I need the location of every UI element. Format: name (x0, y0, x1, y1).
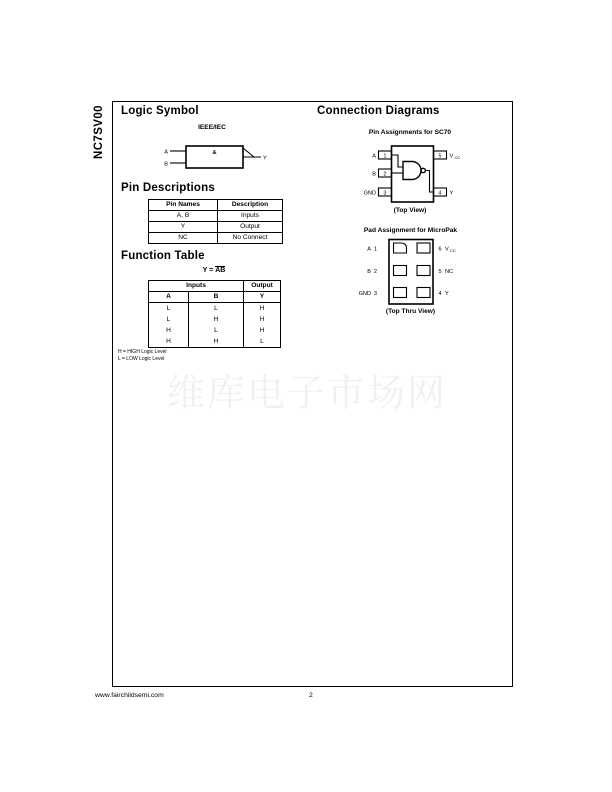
table-row (149, 222, 283, 233)
output-invert-wedge (243, 148, 254, 157)
connection-diagrams-heading: Connection Diagrams (317, 105, 440, 117)
pin4-number: 4 (438, 190, 442, 197)
cell: H (189, 314, 244, 325)
cell: L (244, 336, 281, 348)
note-high-level: H = HIGH Logic Level (118, 349, 167, 355)
pad1-a-label: A (367, 246, 371, 253)
pad1 (394, 243, 407, 253)
invert-bubble (421, 168, 425, 172)
col-header-b: B (189, 292, 244, 303)
table-header-row (149, 200, 283, 211)
pad6-vcc-subscript: CC (450, 248, 456, 253)
footer-url: www.fairchildsemi.com (95, 692, 164, 699)
pad5-nc-label: NC (445, 269, 454, 275)
pin-descriptions-table (148, 199, 283, 244)
pin5-vcc-label: V (449, 153, 454, 160)
cell: H (149, 336, 189, 348)
sc70-title: Pin Assignments for SC70 (368, 129, 452, 136)
pin4-y-label: Y (449, 190, 454, 197)
pad6-number: 6 (438, 246, 442, 253)
col-header-pin-names: Pin Names (149, 200, 218, 211)
wire-gate-to-pin4 (425, 171, 433, 193)
function-equation (148, 266, 280, 275)
group-header-output: Output (244, 281, 281, 292)
micropak-caption: (Top Thru View) (385, 308, 436, 315)
note-low-level: L = LOW Logic Level (118, 356, 165, 362)
pad5 (417, 266, 430, 276)
equation-lhs: Y = (202, 267, 216, 274)
cell: L (189, 325, 244, 336)
package-outline (392, 146, 434, 202)
footer-page-number: 2 (309, 692, 313, 699)
pad5-number: 5 (438, 269, 442, 275)
pin2-number: 2 (383, 171, 387, 178)
group-header-inputs: Inputs (149, 281, 244, 292)
table-row (149, 303, 281, 315)
col-header-a: A (149, 292, 189, 303)
sc70-caption: (Top View) (393, 207, 427, 214)
watermark-text: 维库电子市场网 (167, 371, 448, 415)
table-row (149, 314, 281, 325)
and-symbol: & (212, 150, 217, 156)
pad3-number: 3 (373, 291, 377, 297)
ieee-iec-gate-diagram (158, 138, 273, 182)
cell-pin: Y (149, 222, 218, 233)
input-b-label: B (164, 161, 168, 168)
pin1-number: 1 (383, 153, 387, 160)
ieee-iec-label: IEEE/IEC (198, 124, 226, 131)
cell-desc: Output (218, 222, 283, 233)
cell: H (149, 325, 189, 336)
cell: L (149, 314, 189, 325)
pad4-number: 4 (438, 291, 442, 297)
column-header-row (149, 292, 281, 303)
pad2-b-label: B (367, 269, 371, 275)
cell: L (189, 303, 244, 315)
micropak-title: Pad Assignment for MicroPak (363, 227, 458, 234)
pad6 (417, 243, 430, 253)
pad2 (394, 266, 407, 276)
pin1-a-label: A (372, 153, 376, 160)
cell: H (244, 314, 281, 325)
pin3-number: 3 (383, 190, 387, 197)
cell: H (244, 303, 281, 315)
micropak-pad-diagram (348, 236, 478, 308)
cell: L (149, 303, 189, 315)
pin5-number: 5 (438, 153, 442, 160)
cell-desc: No Connect (218, 233, 283, 244)
function-table-heading: Function Table (121, 250, 205, 262)
table-row (149, 211, 283, 222)
logic-symbol-heading: Logic Symbol (121, 105, 199, 117)
pin5-vcc-subscript: CC (454, 155, 461, 160)
cell: H (189, 336, 244, 348)
package-outline (389, 240, 433, 305)
output-y-label: Y (263, 155, 267, 162)
table-row (149, 336, 281, 348)
cell-pin: NC (149, 233, 218, 244)
col-header-y: Y (244, 292, 281, 303)
pad2-number: 2 (373, 269, 377, 275)
cell: H (244, 325, 281, 336)
pad4 (417, 288, 430, 298)
cell-desc: Inputs (218, 211, 283, 222)
table-row (149, 325, 281, 336)
pin3-gnd-label: GND (363, 190, 376, 197)
pad3 (394, 288, 407, 298)
part-number-vertical: NC7SV00 (93, 105, 105, 159)
function-table (148, 280, 281, 348)
input-a-label: A (164, 149, 168, 156)
table-row (149, 233, 283, 244)
pin-descriptions-heading: Pin Descriptions (121, 182, 215, 194)
pad1-number: 1 (373, 246, 377, 253)
wire-pin1-to-gate (392, 155, 404, 167)
pin2-b-label: B (372, 171, 376, 178)
group-header-row (149, 281, 281, 292)
pad3-gnd-label: GND (358, 291, 371, 297)
cell-pin: A, B (149, 211, 218, 222)
col-header-description: Description (218, 200, 283, 211)
pad4-y-label: Y (445, 291, 449, 297)
sc70-package-diagram (352, 140, 472, 208)
nand-gate-symbol (403, 162, 421, 180)
pad6-vcc-label: V (445, 246, 449, 253)
equation-overlined-term: AB (215, 267, 226, 274)
